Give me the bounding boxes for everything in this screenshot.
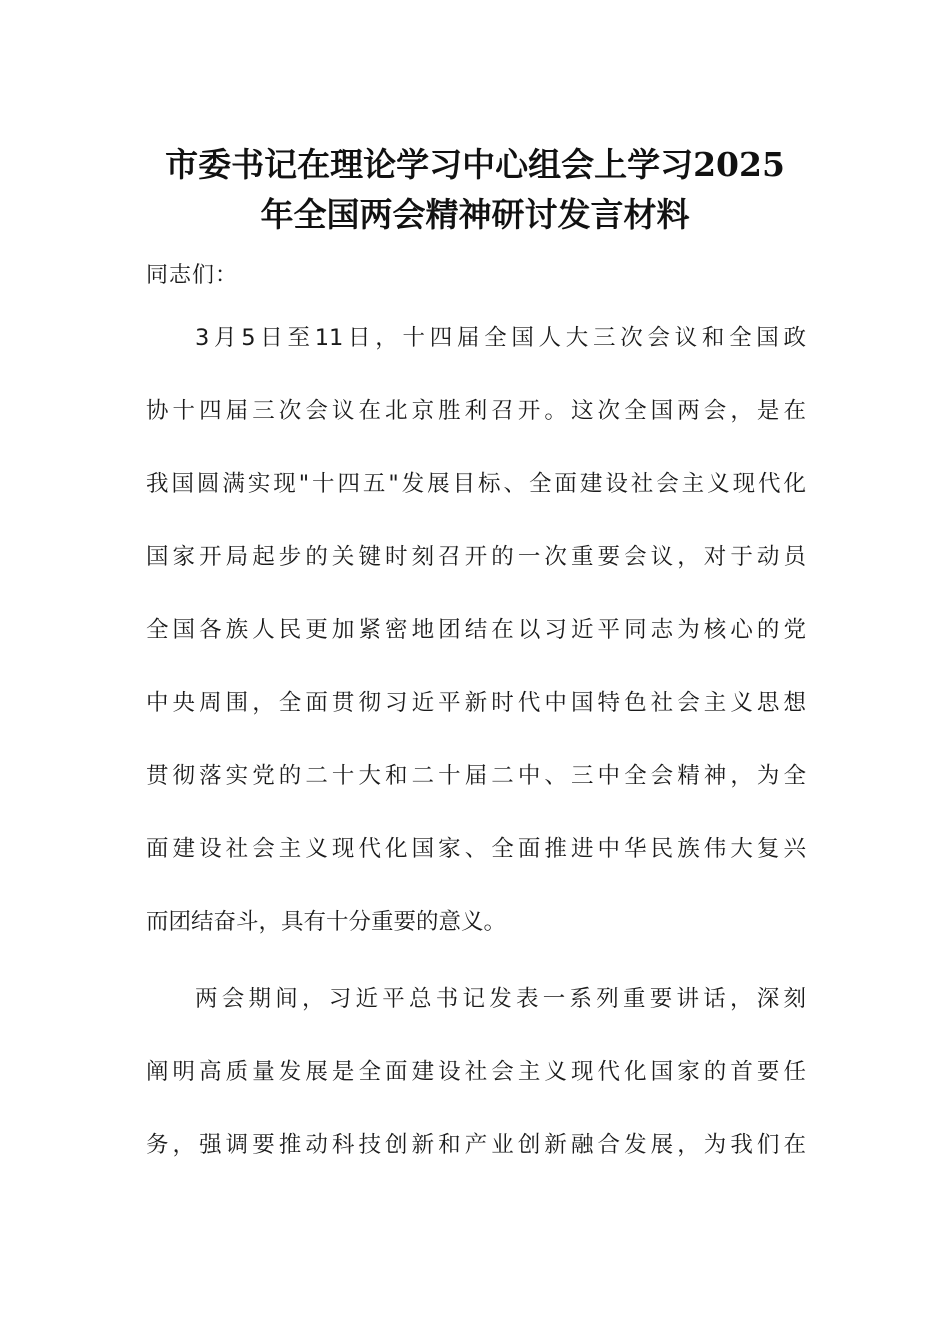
paragraph-line: 面建设社会主义现代化国家、全面推进中华民族伟大复兴 (146, 836, 806, 862)
paragraph-line: 贯彻落实党的二十大和二十届二中、三中全会精神，为全 (146, 763, 806, 789)
salutation: 同志们： (146, 263, 239, 288)
body-paragraph-2 (146, 963, 806, 1182)
document-title (140, 140, 810, 240)
paragraph-line: 国家开局起步的关键时刻召开的一次重要会议，对于动员 (146, 544, 806, 570)
title-line-1: 市委书记在理论学习中心组会上学习2025 (165, 145, 785, 184)
paragraph-line: 全国各族人民更加紧密地团结在以习近平同志为核心的党 (146, 617, 806, 643)
paragraph-line: 3月5日至11日，十四届全国人大三次会议和全国政 (195, 325, 806, 351)
paragraph-line: 而团结奋斗，具有十分重要的意义。 (146, 909, 507, 935)
paragraph-line: 两会期间，习近平总书记发表一系列重要讲话，深刻 (195, 986, 806, 1012)
paragraph-line: 务，强调要推动科技创新和产业创新融合发展，为我们在 (146, 1132, 806, 1158)
paragraph-line: 协十四届三次会议在北京胜利召开。这次全国两会，是在 (146, 398, 806, 424)
title-line-2: 年全国两会精神研讨发言材料 (260, 195, 690, 234)
paragraph-line: 我国圆满实现"十四五"发展目标、全面建设社会主义现代化 (146, 471, 806, 497)
body-paragraph-1 (146, 302, 806, 959)
paragraph-line: 阐明高质量发展是全面建设社会主义现代化国家的首要任 (146, 1059, 806, 1085)
paragraph-line: 中央周围，全面贯彻习近平新时代中国特色社会主义思想 (146, 690, 806, 716)
